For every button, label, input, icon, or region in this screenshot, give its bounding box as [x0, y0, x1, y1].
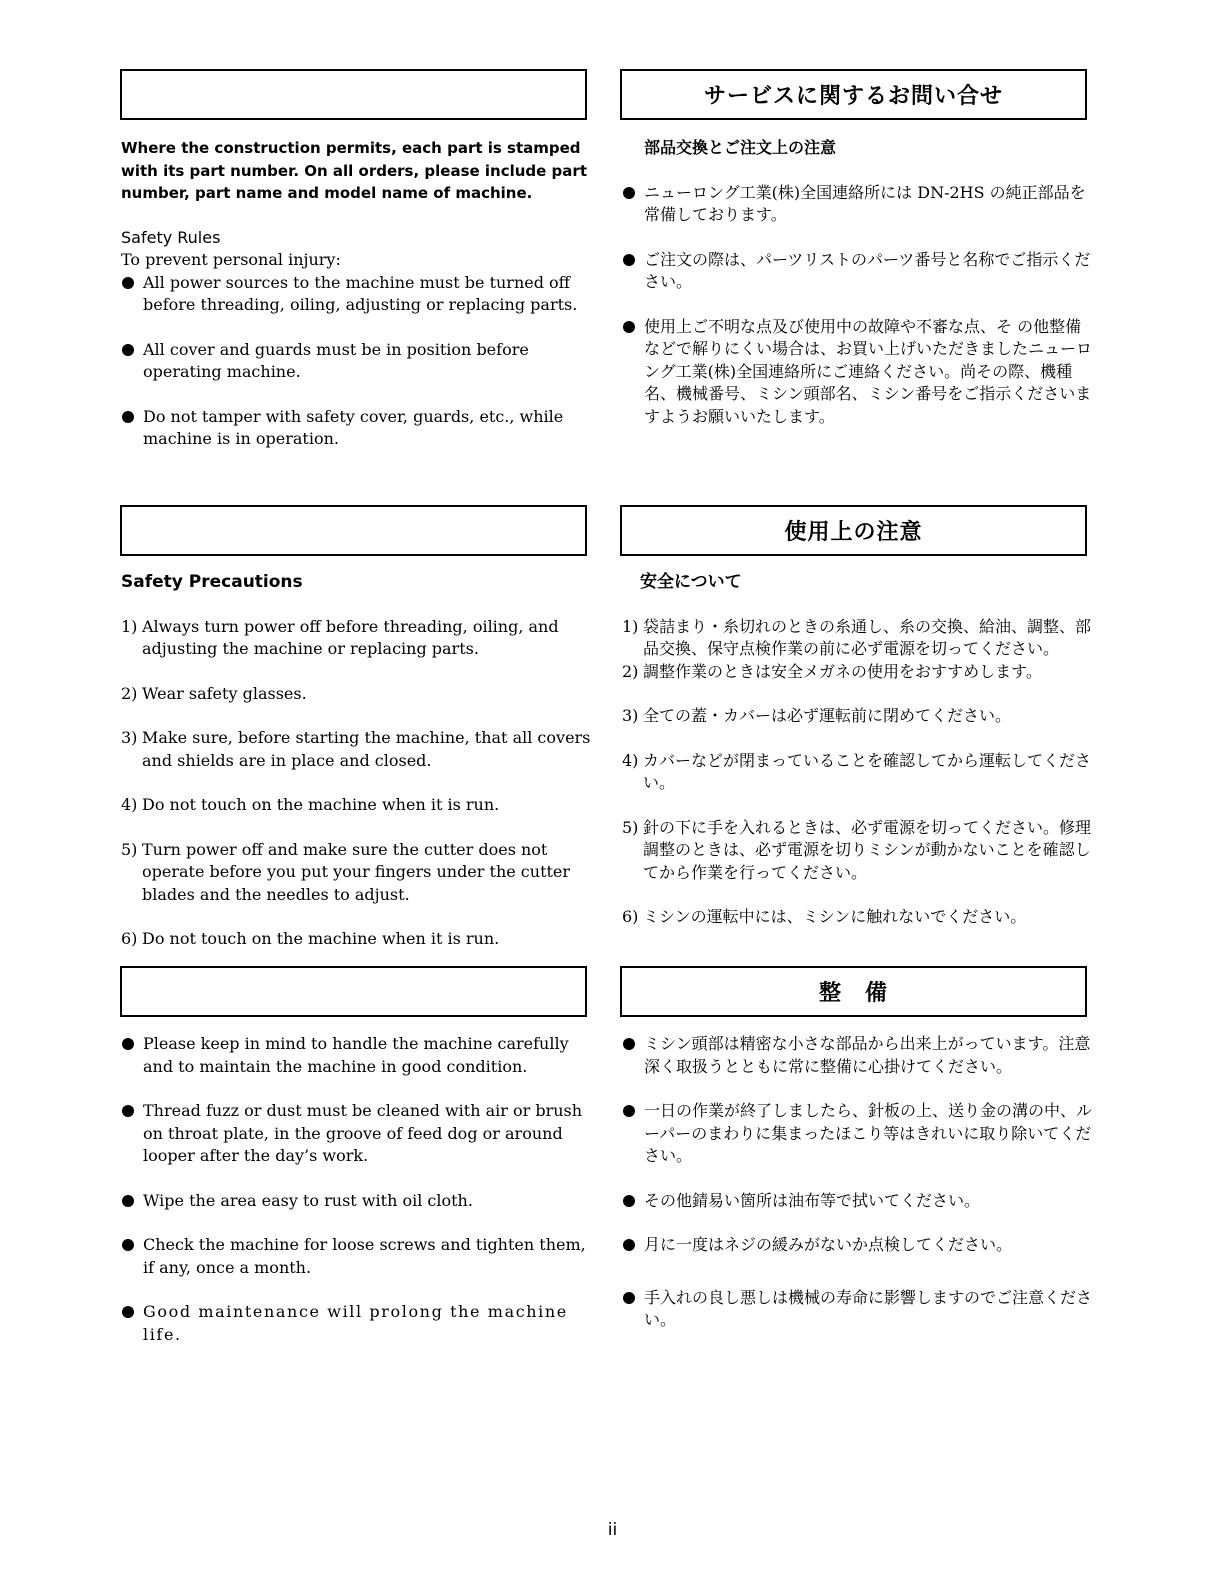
section3-jp-title: 整 備	[818, 981, 888, 1006]
list-item	[622, 661, 1097, 684]
list-item	[622, 249, 1097, 294]
bullet-text: 一日の作業が終了しましたら、針板の上、送り金の溝の中、ルーパーのまわりに集まったほこり等はきれいに取り除いてください。	[644, 1101, 1093, 1165]
list-item	[121, 1033, 591, 1078]
section1-jp-title: サービスに関するお問い合せ	[703, 84, 1003, 109]
bullet-text: 使用上ご不明な点及び使用中の故障や不審な点、そ の他整備などで解りにくい場合は、お買い上げいただきましたニューロング工業(株)全国連絡所にご連絡ください。尚その際、機種名、機械番号、ミシン頭部名、ミシン番号をご指示くださいますようお願いいたします。	[644, 316, 1093, 426]
bullet-icon	[122, 344, 134, 356]
bullet-text: Wipe the area easy to rust with oil cloth.	[143, 1190, 473, 1210]
list-item	[121, 839, 591, 907]
list-item	[622, 906, 1097, 929]
section2-jp-column	[622, 571, 1097, 929]
bullet-text: All power sources to the machine must be turned off before threading, oiling, adjusting or replacing parts.	[143, 272, 578, 314]
bullet-icon	[122, 277, 134, 289]
section2-jp-title: 使用上の注意	[784, 520, 923, 545]
bullet-text: Good maintenance will prolong the machine life.	[143, 1302, 568, 1344]
bullet-text: ニューロング工業(株)全国連絡所には DN-2HS の純正部品を常備しております。	[644, 182, 1086, 224]
list-item	[121, 1301, 591, 1346]
list-item	[121, 272, 591, 317]
item-text: 調整作業のときは安全メガネの使用をおすすめします。	[643, 661, 1042, 681]
bullet-icon	[623, 1105, 635, 1117]
section3-jp-title-box	[620, 966, 1087, 1017]
item-number: 6)	[622, 907, 639, 926]
list-item	[121, 406, 591, 451]
list-item	[121, 1190, 591, 1213]
bullet-icon	[623, 1292, 635, 1304]
list-item	[622, 817, 1097, 885]
item-text: 針の下に手を入れるときは、必ず電源を切ってください。修理調整のときは、必ず電源を切りミシンが動かないことを確認してから作業を行ってください。	[643, 817, 1092, 882]
item-text: 袋詰まり・糸切れのときの糸通し、糸の交換、給油、調整、部品交換、保守点検作業の前に必ず電源を切ってください。	[643, 616, 1092, 658]
section3-en-column	[121, 1033, 591, 1346]
bullet-text: 手入れの良し悪しは機械の寿命に影響しますのでご注意ください。	[644, 1287, 1093, 1329]
list-item	[121, 683, 591, 706]
bullet-icon	[122, 1195, 134, 1207]
item-number: 1)	[121, 616, 138, 636]
item-text: Do not touch on the machine when it is run.	[142, 795, 500, 814]
list-item	[622, 316, 1097, 429]
item-text: Turn power off and make sure the cutter does not operate before you put your fingers under the cutter blades and the needles to adjust.	[142, 839, 571, 904]
item-number: 1)	[622, 616, 639, 636]
list-item	[121, 794, 591, 817]
prevent-injury-text: To prevent personal injury:	[121, 250, 341, 269]
item-text: 全ての蓋・カバーは必ず運転前に閉めてください。	[643, 706, 1012, 725]
safety-precautions-heading: Safety Precautions	[121, 572, 303, 592]
bullet-icon	[623, 254, 635, 266]
section2-jp-title-box	[620, 505, 1087, 556]
bullet-text: 月に一度はネジの緩みがないか点検してください。	[644, 1235, 1013, 1254]
list-item	[121, 1234, 591, 1279]
list-item	[121, 1100, 591, 1168]
list-item	[622, 1190, 1097, 1213]
item-text: Make sure, before starting the machine, that all covers and shields are in place and closed.	[142, 728, 591, 770]
list-item	[121, 339, 591, 384]
item-number: 5)	[622, 817, 639, 837]
bullet-icon	[122, 1038, 134, 1050]
bullet-icon	[623, 1038, 635, 1050]
bullet-text: ご注文の際は、パーツリストのパーツ番号と名称でご指示ください。	[644, 249, 1091, 291]
bullet-icon	[623, 1239, 635, 1251]
section1-jp-title-box	[620, 69, 1087, 120]
section1-jp-column	[622, 137, 1097, 428]
list-item	[622, 1287, 1097, 1332]
bullet-text: All cover and guards must be in position before operating machine.	[143, 339, 529, 381]
item-text: Always turn power off before threading, oiling, and adjusting the machine or replacing parts.	[142, 616, 559, 658]
item-number: 2)	[121, 683, 138, 703]
section1-en-title-box	[120, 69, 587, 120]
bullet-text: Please keep in mind to handle the machine carefully and to maintain the machine in good condition.	[143, 1034, 569, 1076]
list-item	[622, 182, 1097, 227]
safety-rules-heading: Safety Rules	[121, 227, 221, 247]
list-item	[622, 1100, 1097, 1168]
section2-en-title-box	[120, 505, 587, 556]
bullet-icon	[623, 187, 635, 199]
jp-safety-heading: 安全について	[640, 572, 742, 592]
bullet-text: その他錆易い箇所は油布等で拭いてください。	[644, 1190, 981, 1210]
bullet-icon	[122, 411, 134, 423]
list-item	[622, 616, 1097, 661]
bullet-text: Check the machine for loose screws and tighten them, if any, once a month.	[143, 1235, 586, 1277]
item-number: 3)	[622, 706, 639, 725]
list-item	[622, 1234, 1097, 1257]
item-number: 6)	[121, 929, 138, 948]
bullet-icon	[122, 1306, 134, 1318]
section3-en-title-box	[120, 966, 587, 1017]
section3-jp-column	[622, 1033, 1097, 1332]
item-number: 3)	[121, 728, 138, 747]
bullet-icon	[122, 1239, 134, 1251]
list-item	[121, 616, 591, 661]
jp-subheading: 部品交換とご注文上の注意	[644, 138, 837, 157]
page-number: ii	[607, 1520, 618, 1540]
section2-en-column	[121, 571, 591, 951]
bullet-icon	[623, 321, 635, 333]
item-number: 2)	[622, 661, 639, 681]
bullet-text: Do not tamper with safety cover, guards, etc., while machine is in operation.	[143, 406, 564, 448]
item-number: 5)	[121, 839, 138, 859]
bullet-icon	[623, 1195, 635, 1207]
section1-en-column	[121, 137, 591, 451]
item-text: Do not touch on the machine when it is run.	[142, 929, 500, 948]
item-number: 4)	[622, 750, 639, 770]
item-text: Wear safety glasses.	[142, 683, 307, 703]
bullet-icon	[122, 1105, 134, 1117]
parts-intro: Where the construction permits, each part is stamped with its part number. On all orders, please include part number, part name and model name of machine.	[121, 139, 587, 202]
item-text: カバーなどが閉まっていることを確認してから運転してください。	[643, 750, 1092, 792]
list-item	[622, 705, 1097, 728]
item-number: 4)	[121, 795, 138, 814]
list-item	[121, 928, 591, 951]
list-item	[121, 727, 591, 772]
item-text: ミシンの運転中には、ミシンに触れないでください。	[643, 907, 1027, 926]
bullet-text: ミシン頭部は精密な小さな部品から出来上がっています。注意深く取扱うとともに常に整備に心掛けてください。	[644, 1034, 1091, 1076]
list-item	[622, 1033, 1097, 1078]
bullet-text: Thread fuzz or dust must be cleaned with air or brush on throat plate, in the groove of feed dog or around looper after the day’s work.	[143, 1101, 583, 1165]
list-item	[622, 750, 1097, 795]
